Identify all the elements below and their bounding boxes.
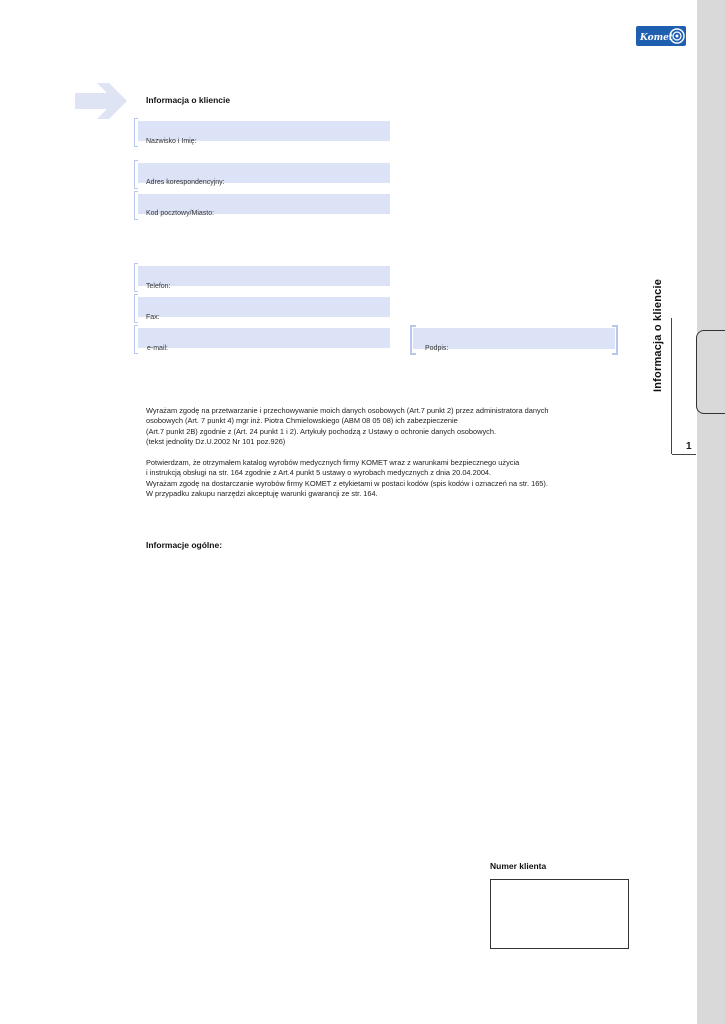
postcode-city-label: Kod pocztowy/Miasto:: [146, 210, 215, 217]
arrow-right-icon: [75, 82, 129, 120]
consent-line: osobowych (Art. 7 punkt 4) mgr inż. Piotra Chmielowskiego (ABM 08 05 08) ich zabezpieczenie: [146, 416, 458, 426]
consent-line: (tekst jednolity Dz.U.2002 Nr 101 poz.926): [146, 436, 286, 446]
consent-line: Wyrażam zgodę na przetwarzanie i przechowywanie moich danych osobowych (Art.7 punkt 2) przez administratora danych: [146, 406, 549, 415]
komet-logo: [636, 26, 688, 46]
field-bracket: [134, 160, 138, 189]
consent-line: W przypadku zakupu narzędzi akceptuję warunki gwarancji ze str. 164.: [146, 488, 378, 498]
logo-text: Komet: [640, 33, 674, 43]
phone-label: Telefon:: [146, 283, 171, 290]
client-info-heading: Informacja o kliencie: [146, 95, 231, 105]
side-tab-underline: [672, 454, 696, 455]
signature-bracket-right: [612, 325, 618, 355]
fax-label: Fax:: [146, 314, 160, 321]
email-label: e-mail:: [147, 345, 169, 352]
consent-line: Wyrażam zgodę na dostarczanie wyrobów firmy KOMET z etykietami w postaci kodów (spis kodów i oznaczeń na str. 165).: [146, 478, 548, 488]
name-label: Nazwisko i Imię:: [146, 138, 197, 145]
field-bracket: [134, 118, 138, 147]
fax-field[interactable]: [138, 297, 390, 317]
consent-line: (Art.7 punkt 2B) zgodnie z (Art. 24 punkt 1 i 2). Artykuły pochodzą z Ustawy o ochronie danych osobowych.: [146, 426, 497, 436]
field-bracket: [134, 325, 138, 354]
client-number-label: Numer klienta: [490, 861, 547, 871]
field-bracket: [134, 294, 138, 323]
consent-line: Potwierdzam, że otrzymałem katalog wyrobów medycznych firmy KOMET wraz z warunkami bezpiecznego użycia: [146, 458, 520, 467]
general-info-heading: Informacje ogólne:: [146, 540, 223, 550]
side-tab-title: Informacja o kliencie: [652, 278, 664, 392]
address-label: Adres korespondencyjny:: [146, 179, 225, 186]
consent-paragraph-2: [146, 458, 616, 499]
page-number: 1: [686, 441, 692, 452]
field-bracket: [134, 263, 138, 292]
side-tab[interactable]: [696, 330, 725, 414]
signature-label: Podpis:: [425, 345, 449, 352]
side-strip: [697, 0, 725, 1024]
phone-field[interactable]: [138, 266, 390, 286]
email-field[interactable]: [138, 328, 390, 348]
consent-line: i instrukcją obsługi na str. 164 zgodnie z Art.4 punkt 5 ustawy o wyrobach medycznych z dnia 20.04.2004.: [146, 468, 492, 478]
field-bracket: [134, 191, 138, 220]
consent-paragraph-1: [146, 406, 616, 447]
signature-bracket-left: [410, 325, 416, 355]
client-number-box[interactable]: [490, 879, 629, 949]
